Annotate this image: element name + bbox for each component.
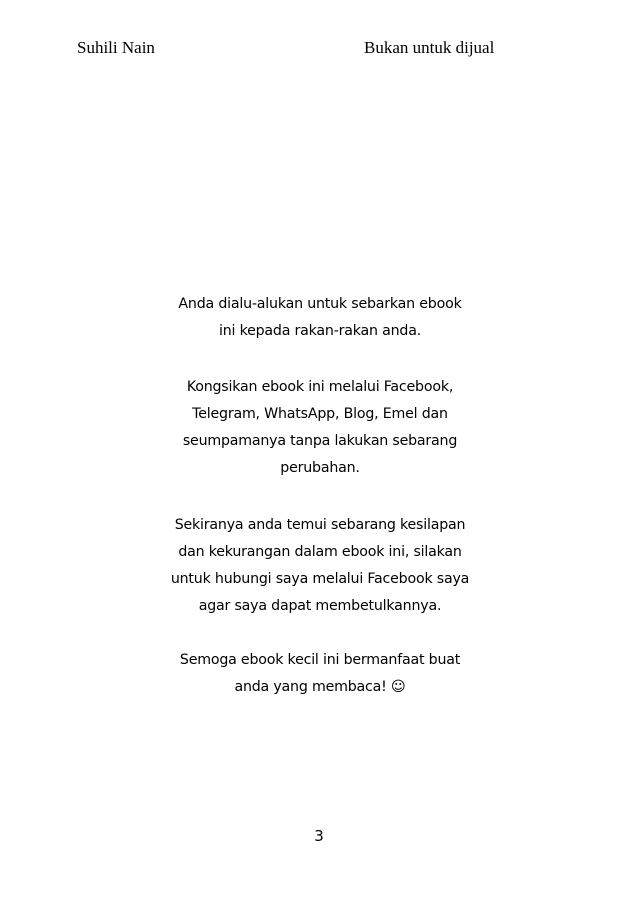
paragraph-line: Sekiranya anda temui sebarang kesilapan — [174, 517, 466, 533]
paragraph-line: perubahan. — [280, 460, 360, 476]
paragraph-sharing — [139, 374, 501, 482]
paragraph-errors — [139, 512, 501, 620]
paragraph-welcome — [139, 291, 501, 345]
paragraph-line: ini kepada rakan-rakan anda. — [218, 323, 422, 339]
header-author: Suhili Nain — [77, 38, 155, 57]
paragraph-closing — [139, 647, 501, 701]
paragraph-line: Kongsikan ebook ini melalui Facebook, — [186, 379, 454, 395]
paragraph-line: untuk hubungi saya melalui Facebook saya — [170, 571, 470, 587]
paragraph-line: agar saya dapat membetulkannya. — [198, 598, 442, 614]
paragraph-line: dan kekurangan dalam ebook ini, silakan — [178, 544, 462, 560]
header-not-for-sale: Bukan untuk dijual — [364, 38, 495, 57]
paragraph-line: Telegram, WhatsApp, Blog, Emel dan — [192, 406, 448, 422]
paragraph-line: seumpamanya tanpa lakukan sebarang — [182, 433, 458, 449]
page-number: 3 — [314, 827, 324, 845]
paragraph-line: Semoga ebook kecil ini bermanfaat buat — [179, 652, 461, 668]
paragraph-line: Anda dialu-alukan untuk sebarkan ebook — [178, 296, 462, 312]
paragraph-line: anda yang membaca! ☺ — [234, 679, 406, 695]
